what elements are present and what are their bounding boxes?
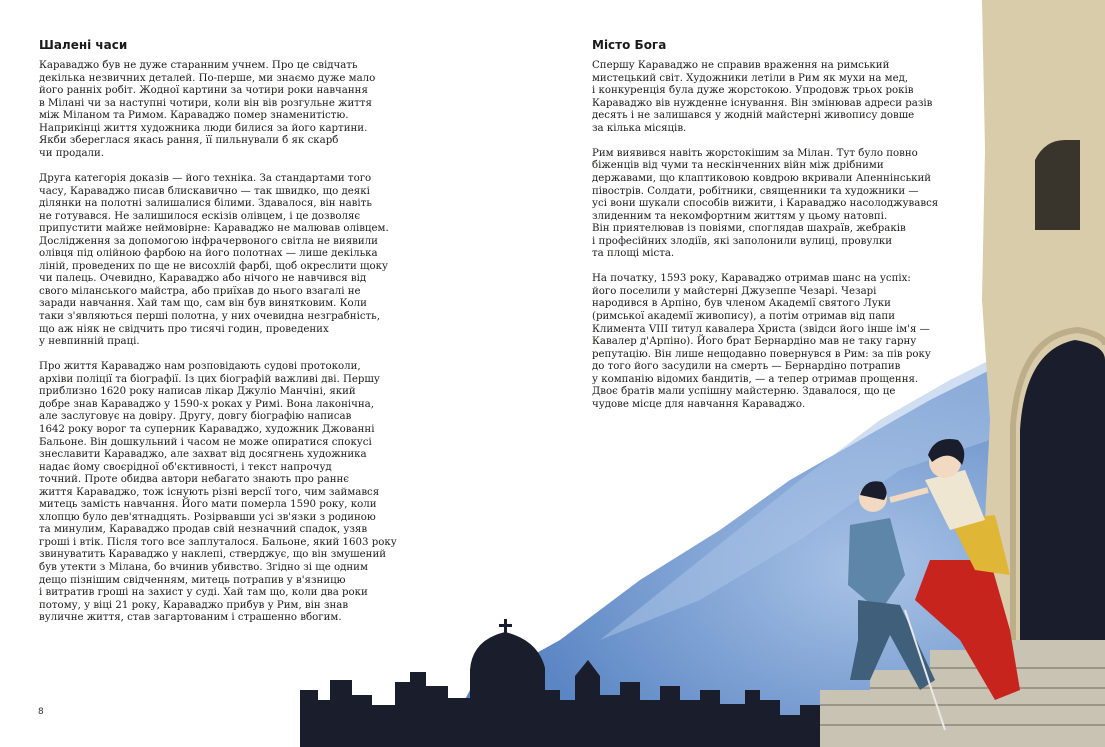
right-heading: Місто Бога: [592, 38, 667, 52]
right-text-column: [592, 60, 942, 424]
page-number: 8: [38, 707, 44, 717]
left-paragraph-1: Караваджо був не дуже старанним учнем. Про це свідчать декілька незвичних деталей. По-перше, ми знаємо дуже мало його ранніх робіт. Жодної картини за чотири роки навчання в Мілані чи за наступні чотири, коли він вів розгульне життя між Міланом та Римом. Караваджо помер знаменитістю. Наприкінці життя художника люди билися за його картини. Якби збереглася якась рання, її пильнували б як скарб чи продали.: [39, 60, 376, 159]
left-paragraph-2: Друга категорія доказів — його техніка. За стандартами того часу, Караваджо писав блискавично — так швидко, що деякі ділянки на полотні залишалися білими. Здавалося, він навіть не готувався. Не залишилося ескізів олівцем, і це дозволяє припустити майже неймовірне: Караваджо не малював олівцем. Дослідження за допомогою інфрачервоного світла не виявили олівця під олійною фарбою на його полотнах — лише декілька ліній, проведених по ще не висохлій фарбі, щоб окреслити щоку чи палець. Очевидно, Караваджо або нічого не навчився від свого міланського майстра, або приїхав до нього взагалі не заради навчання. Хай там що, сам він був винятковим. Коли таки з'являються перші полотна, у них очевидна незграбність, що аж ніяк не свідчить про тисячі годин, проведених у невпинній праці.: [39, 172, 389, 348]
right-paragraph-3: На початку, 1593 року, Караваджо отримав шанс на успіх: його поселили у майстерні Джузеппе Чезарі. Чезарі народився в Арпіно, був членом Академії святого Луки (римської академії живопису), а потім отримав від папи Климента VIII титул кавалера Христа (звідси його інше ім'я — Кавалер д'Арпіно). Його брат Бернардіно мав не таку гарну репутацію. Він лише нещодавно повернувся в Рим: за пів року до того його засудили на смерть — Бернардіно потрапив у компанію відомих бандитів, — а тепер отримав прощення. Двоє братів мали успішну майстерню. Здавалося, що це чудове місце для навчання Караваджо.: [592, 273, 931, 410]
left-heading: Шалені часи: [39, 38, 128, 52]
left-paragraph-3: Про життя Караваджо нам розповідають судові протоколи, архіви поліції та біографії. Із цих біографій важливі дві. Першу приблизно 1620 року написав лікар Джуліо Манчіні, який добре знав Караваджо у 1590-х роках у Римі. Вона лаконічна, але заслуговує на довіру. Другу, довгу біографію написав 1642 року ворог та суперник Караваджо, художник Джованні Бальоне. Він дошкульний і часом не може опиратися спокусі знеславити Караваджо, але захват від досягнень художника надає йому своєрідної об'єктивності, і текст напрочуд точний. Проте обидва автори небагато знають про раннє життя Караваджо, тож існують різні версії того, чим займався митець замість навчання. Його мати померла 1590 року, коли хлопцю було дев'ятнадцять. Розірвавши усі зв'язки з родиною та минулим, Караваджо продав свій незначний спадок, узяв гроші і втік. Після того все заплуталося. Бальоне, який 1603 року звинуватить Караваджо у наклепі, стверджує, що він змушений був утекти з Мілана, бо вчинив убивство. Згідно зі ще одним дещо пізнішим свідченням, митець потрапив у в'язницю і витратив гроші на захист у суді. Хай там що, коли два роки потому, у віці 21 року, Караваджо прибув у Рим, він знав вуличне життя, став загартованим і страшенно вбогим.: [39, 361, 397, 624]
doorway-arch: [1020, 340, 1105, 640]
dome-cross-bar: [499, 624, 512, 627]
right-paragraph-2: Рим виявився навіть жорстокішим за Мілан. Тут було повно біженців від чуми та нескінченних війн між дрібними державами, що клаптиковою ковдрою вкривали Апеннінський півострів. Солдати, робітники, священники та художники — усі вони шукали способів вижити, і Караваджо насолоджувався злиденним та некомфортним життям у цьому натовпі. Він приятелював із повіями, споглядав шахраїв, жебраків і професійних злодіїв, які заполонили вулиці, провулки та площі міста.: [592, 147, 939, 260]
upper-window: [1035, 140, 1080, 230]
right-paragraph-1: Спершу Караваджо не справив враження на римський мистецький світ. Художники летіли в Рим як мухи на мед, і конкуренція була дуже жорстокою. Упродовж трьох років Караваджо вів нужденне існування. Він змінював адреси разів десять і не залишався у жодній майстерні живопису довше за кілька місяців.: [592, 60, 933, 134]
